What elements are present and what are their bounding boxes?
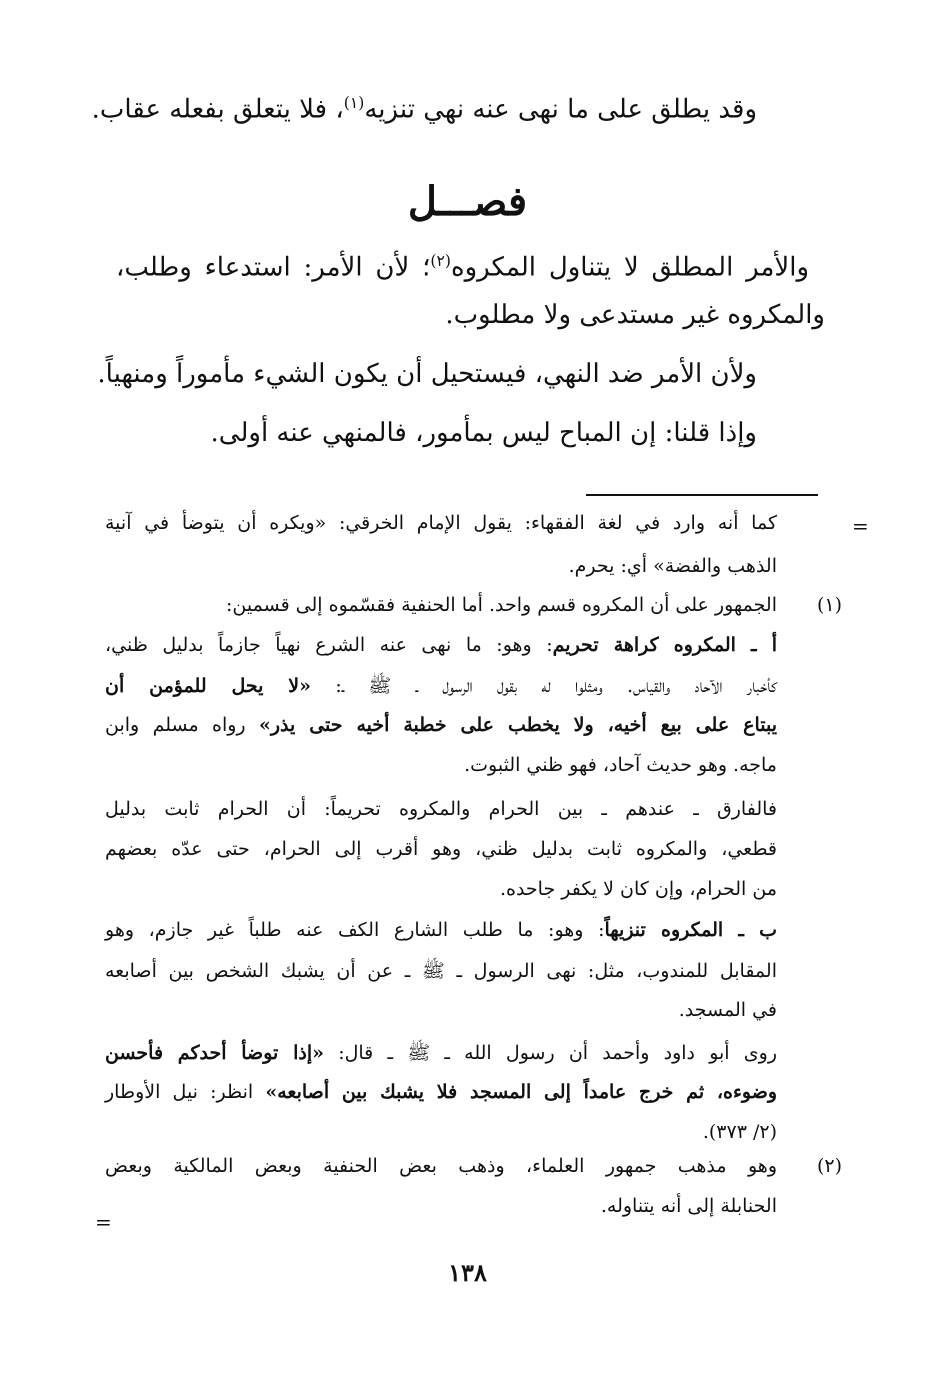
fn-1-a-line-3 — [105, 714, 777, 736]
para-1-text-b: ؛ لأن الأمر: استدعاء وطلب، — [116, 252, 431, 283]
fn-1-line-1: الجمهور على أن المكروه قسم واحد. أما الحنفية فقسّموه إلى قسمين: — [226, 594, 777, 616]
fn-1-hadith-line-1-bold: «إذا توضأ أحدكم فأحسن — [105, 1042, 324, 1064]
fn-1-hadith-line-1 — [105, 1041, 777, 1069]
fn-1-hadith-line-2 — [105, 1081, 777, 1103]
fn-1-a-label: أ ـ المكروه كراهة تحريم — [552, 634, 777, 656]
footnote-ref-2[interactable]: (٢) — [430, 252, 451, 270]
fn-2-number: (٢) — [816, 1155, 842, 1177]
fn-1-diff-line-2: قطعي، والمكروه ثابت بدليل ظني، وهو أقرب إلى الحرام، حتى عدّه بعضهم — [105, 838, 777, 860]
fn-1-number: (١) — [816, 594, 842, 616]
fn-1-hadith-line-2-bold: وضوءه، ثم خرج عامداً إلى المسجد فلا يشبك بين أصابعه» — [265, 1081, 778, 1103]
fn-cont-line-2: الذهب والفضة» أي: يحرم. — [568, 555, 777, 577]
fn-1-b-label: ب ـ المكروه تنزيهاً — [604, 919, 777, 941]
fn-1-diff-line-3: من الحرام، وإن كان لا يكفر جاحده. — [499, 878, 777, 900]
continuation-mark: = — [852, 514, 869, 538]
fn-1-a-line-1-rest: : وهو: ما نهى عنه الشرع نهياً جازماً بدليل ظني، — [105, 634, 553, 656]
section-heading: فصـــل — [407, 178, 528, 225]
fn-1-b-line-1-rest: : وهو: ما طلب الشارع الكف عنه طلباً غير جازم، وهو — [105, 919, 605, 941]
footnote-ref-1[interactable]: (١) — [343, 94, 365, 112]
fn-1-a-line-3-plain: رواه مسلم وابن — [105, 714, 246, 736]
fn-1-a-line-3-bold: يبتاع على بيع أخيه، ولا يخطب على خطبة أخيه حتى يذر» — [258, 714, 778, 736]
main-para-1-line-1 — [116, 252, 809, 283]
fn-1-hadith-line-2-plain: انظر: نيل الأوطار — [105, 1081, 254, 1103]
fn-2-line-1: وهو مذهب جمهور العلماء، وذهب بعض الحنفية وبعض المالكية وبعض — [105, 1155, 777, 1177]
fn-1-a-line-2-bold: «لا يحل للمؤمن أن — [105, 675, 312, 697]
fn-2-line-2: الحنابلة إلى أنه يتناوله. — [600, 1195, 777, 1217]
fn-1-a-line-4: ماجه. وهو حديث آحاد، فهو ظني الثبوت. — [464, 754, 777, 776]
para-1-text-a: والأمر المطلق لا يتناول المكروه — [450, 252, 809, 283]
page-number: ١٣٨ — [448, 1258, 487, 1287]
fn-cont-line-1: كما أنه وارد في لغة الفقهاء: يقول الإمام الخرقي: «ويكره أن يتوضأ في آنية — [105, 512, 777, 534]
fn-1-hadith-line-3: (٢/ ٣٧٣). — [702, 1121, 777, 1143]
fn-1-a-line-1 — [105, 634, 777, 656]
main-line-1-text: وقد يطلق على ما نهى عنه نهي تنزيه — [364, 94, 757, 125]
fn-1-a-line-2 — [105, 674, 777, 702]
footnote-separator — [586, 494, 818, 496]
fn-1-b-line-2: المقابل للمندوب، مثل: نهى الرسول ـ ﷺ ـ عن أن يشبك الشخص بين أصابعه — [105, 960, 777, 982]
fn-1-b-line-3: في المسجد. — [678, 999, 777, 1021]
fn-1-diff-line-1: فالفارق ـ عندهم ـ بين الحرام والمكروه تحريماً: أن الحرام ثابت بدليل — [105, 798, 777, 820]
main-line-1 — [91, 94, 757, 125]
fn-1-b-line-1 — [105, 919, 777, 941]
end-continuation-mark: = — [95, 1210, 112, 1234]
fn-1-a-line-2-plain: كأخبار الآحاد والقياس. ومثلوا له بقول الرسول ـ ﷺ ـ: — [335, 675, 777, 697]
fn-1-hadith-line-1-plain: روى أبو داود وأحمد أن رسول الله ـ ﷺ ـ قال: — [338, 1042, 778, 1064]
main-para-2: ولأن الأمر ضد النهي، فيستحيل أن يكون الشيء مأموراً ومنهياً. — [97, 359, 757, 389]
main-line-1-end: ، فلا يتعلق بفعله عقاب. — [91, 94, 344, 125]
main-para-3: وإذا قلنا: إن المباح ليس بمأمور، فالمنهي عنه أولى. — [210, 418, 757, 448]
main-para-1-line-2: والمكروه غير مستدعى ولا مطلوب. — [445, 300, 825, 330]
